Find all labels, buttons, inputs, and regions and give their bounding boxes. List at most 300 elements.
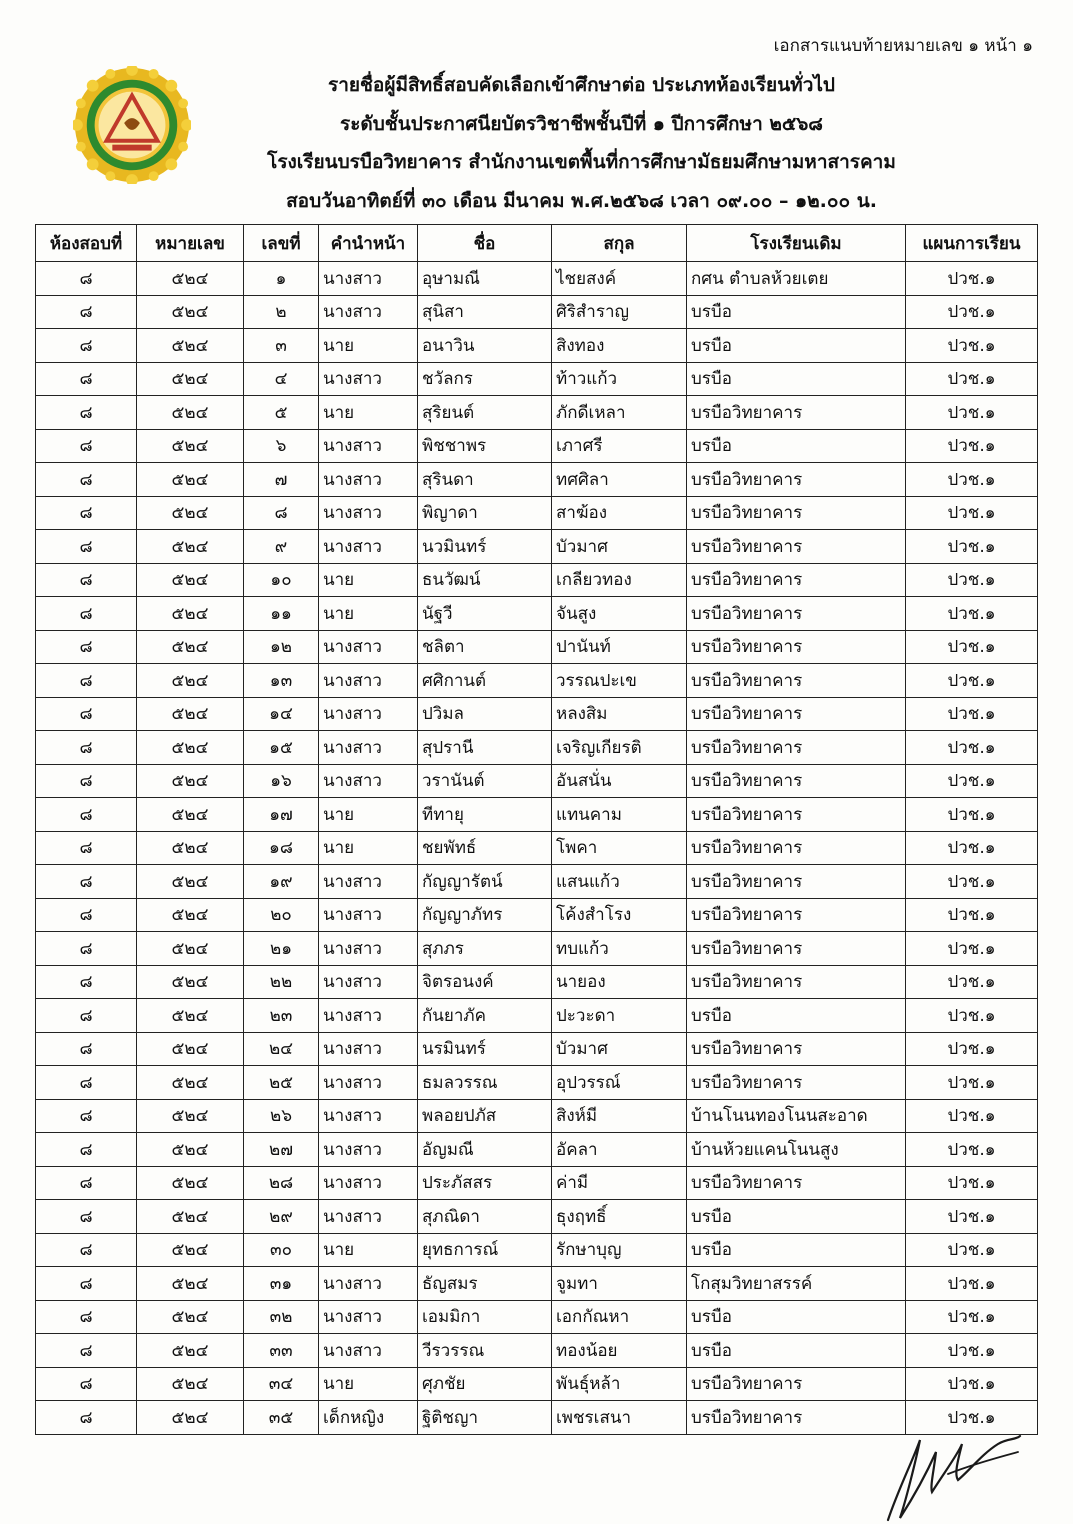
cell-study-plan: ปวช.๑: [906, 999, 1038, 1033]
cell-exam-room: ๘: [36, 1367, 137, 1401]
cell-exam-room: ๘: [36, 563, 137, 597]
cell-first-name: ทีทายุ: [418, 798, 552, 832]
table-row: [36, 362, 1038, 396]
cell-number: ๕๒๔: [137, 1066, 244, 1100]
cell-seat-no: ๒๖: [244, 1099, 319, 1133]
cell-last-name: โค้งสำโรง: [552, 898, 687, 932]
cell-number: ๕๒๔: [137, 1166, 244, 1200]
cell-title-prefix: นางสาว: [319, 697, 418, 731]
document-title: [150, 66, 1013, 220]
cell-seat-no: ๓๔: [244, 1367, 319, 1401]
cell-number: ๕๒๔: [137, 898, 244, 932]
cell-study-plan: ปวช.๑: [906, 1099, 1038, 1133]
cell-previous-school: บรบือวิทยาคาร: [687, 597, 906, 631]
cell-number: ๕๒๔: [137, 764, 244, 798]
cell-last-name: ศิริสำราญ: [552, 295, 687, 329]
header-study-plan: แผนการเรียน: [906, 225, 1038, 262]
cell-number: ๕๒๔: [137, 530, 244, 564]
cell-seat-no: ๒๕: [244, 1066, 319, 1100]
cell-title-prefix: เด็กหญิง: [319, 1401, 418, 1435]
table-row: [36, 999, 1038, 1033]
cell-number: ๕๒๔: [137, 1267, 244, 1301]
cell-first-name: กัญญาภัทร: [418, 898, 552, 932]
header-title-prefix: คำนำหน้า: [319, 225, 418, 262]
table-row: [36, 295, 1038, 329]
table-row: [36, 965, 1038, 999]
cell-exam-room: ๘: [36, 1166, 137, 1200]
header-last-name: สกุล: [552, 225, 687, 262]
cell-seat-no: ๑๕: [244, 731, 319, 765]
cell-seat-no: ๑๔: [244, 697, 319, 731]
cell-previous-school: บรบือ: [687, 362, 906, 396]
table-row: [36, 697, 1038, 731]
cell-study-plan: ปวช.๑: [906, 1133, 1038, 1167]
cell-title-prefix: นางสาว: [319, 1334, 418, 1368]
cell-study-plan: ปวช.๑: [906, 1300, 1038, 1334]
cell-last-name: หลงสิม: [552, 697, 687, 731]
cell-last-name: เกลียวทอง: [552, 563, 687, 597]
table-row: [36, 1099, 1038, 1133]
cell-study-plan: ปวช.๑: [906, 1267, 1038, 1301]
table-row: [36, 831, 1038, 865]
table-row: [36, 1032, 1038, 1066]
cell-number: ๕๒๔: [137, 1300, 244, 1334]
cell-last-name: โพคา: [552, 831, 687, 865]
cell-seat-no: ๓๓: [244, 1334, 319, 1368]
cell-last-name: อันสนั่น: [552, 764, 687, 798]
document-reference: เอกสารแนบท้ายหมายเลข ๑ หน้า ๑: [773, 36, 1033, 56]
cell-last-name: อุปวรรณ์: [552, 1066, 687, 1100]
cell-exam-room: ๘: [36, 697, 137, 731]
table-header-row: [36, 225, 1038, 262]
cell-study-plan: ปวช.๑: [906, 664, 1038, 698]
cell-number: ๕๒๔: [137, 932, 244, 966]
cell-seat-no: ๒๓: [244, 999, 319, 1033]
cell-exam-room: ๘: [36, 1267, 137, 1301]
cell-study-plan: ปวช.๑: [906, 496, 1038, 530]
cell-first-name: วรานันต์: [418, 764, 552, 798]
cell-title-prefix: นางสาว: [319, 362, 418, 396]
cell-number: ๕๒๔: [137, 463, 244, 497]
cell-study-plan: ปวช.๑: [906, 630, 1038, 664]
cell-previous-school: บรบือ: [687, 1200, 906, 1234]
cell-exam-room: ๘: [36, 362, 137, 396]
cell-number: ๕๒๔: [137, 1133, 244, 1167]
cell-first-name: ธมลวรรณ: [418, 1066, 552, 1100]
cell-last-name: ธุงฤทธิ์: [552, 1200, 687, 1234]
cell-study-plan: ปวช.๑: [906, 329, 1038, 363]
cell-number: ๕๒๔: [137, 1099, 244, 1133]
cell-exam-room: ๘: [36, 965, 137, 999]
cell-exam-room: ๘: [36, 630, 137, 664]
cell-seat-no: ๓๕: [244, 1401, 319, 1435]
cell-title-prefix: นางสาว: [319, 496, 418, 530]
cell-previous-school: บรบือวิทยาคาร: [687, 664, 906, 698]
cell-first-name: ศุภชัย: [418, 1367, 552, 1401]
cell-title-prefix: นางสาว: [319, 262, 418, 296]
cell-last-name: สิงทอง: [552, 329, 687, 363]
table-row: [36, 1367, 1038, 1401]
cell-exam-room: ๘: [36, 496, 137, 530]
cell-previous-school: บรบือวิทยาคาร: [687, 865, 906, 899]
cell-seat-no: ๑๑: [244, 597, 319, 631]
cell-last-name: วรรณปะเข: [552, 664, 687, 698]
cell-last-name: ไชยสงค์: [552, 262, 687, 296]
table-row: [36, 1233, 1038, 1267]
cell-seat-no: ๘: [244, 496, 319, 530]
table-row: [36, 798, 1038, 832]
cell-study-plan: ปวช.๑: [906, 865, 1038, 899]
cell-first-name: สุปรานี: [418, 731, 552, 765]
cell-last-name: ค่ามี: [552, 1166, 687, 1200]
cell-first-name: พิชชาพร: [418, 429, 552, 463]
cell-seat-no: ๓๑: [244, 1267, 319, 1301]
cell-first-name: ธัญสมร: [418, 1267, 552, 1301]
cell-first-name: วีรวรรณ: [418, 1334, 552, 1368]
cell-number: ๕๒๔: [137, 396, 244, 430]
cell-first-name: ฐิติชญา: [418, 1401, 552, 1435]
cell-seat-no: ๓๐: [244, 1233, 319, 1267]
table-row: [36, 1267, 1038, 1301]
cell-study-plan: ปวช.๑: [906, 463, 1038, 497]
cell-exam-room: ๘: [36, 463, 137, 497]
cell-exam-room: ๘: [36, 831, 137, 865]
cell-previous-school: บ้านห้วยแคนโนนสูง: [687, 1133, 906, 1167]
cell-last-name: บัวมาศ: [552, 1032, 687, 1066]
cell-study-plan: ปวช.๑: [906, 798, 1038, 832]
cell-first-name: ชวัลกร: [418, 362, 552, 396]
header-previous-school: โรงเรียนเดิม: [687, 225, 906, 262]
cell-seat-no: ๙: [244, 530, 319, 564]
cell-exam-room: ๘: [36, 396, 137, 430]
cell-number: ๕๒๔: [137, 1032, 244, 1066]
cell-title-prefix: นางสาว: [319, 965, 418, 999]
table-row: [36, 563, 1038, 597]
cell-exam-room: ๘: [36, 1032, 137, 1066]
cell-study-plan: ปวช.๑: [906, 295, 1038, 329]
handwritten-signature-icon: [858, 1430, 1028, 1524]
cell-seat-no: ๗: [244, 463, 319, 497]
cell-first-name: ชยพัทธ์: [418, 831, 552, 865]
cell-title-prefix: นางสาว: [319, 630, 418, 664]
cell-exam-room: ๘: [36, 1099, 137, 1133]
cell-seat-no: ๒๘: [244, 1166, 319, 1200]
cell-exam-room: ๘: [36, 597, 137, 631]
cell-number: ๕๒๔: [137, 1200, 244, 1234]
cell-title-prefix: นางสาว: [319, 1066, 418, 1100]
cell-seat-no: ๒๐: [244, 898, 319, 932]
table-row: [36, 396, 1038, 430]
cell-previous-school: บรบือวิทยาคาร: [687, 396, 906, 430]
cell-study-plan: ปวช.๑: [906, 965, 1038, 999]
cell-last-name: เภาศรี: [552, 429, 687, 463]
cell-last-name: นายอง: [552, 965, 687, 999]
table-row: [36, 496, 1038, 530]
cell-seat-no: ๑๒: [244, 630, 319, 664]
cell-title-prefix: นางสาว: [319, 1099, 418, 1133]
cell-title-prefix: นางสาว: [319, 999, 418, 1033]
cell-last-name: ปานันท์: [552, 630, 687, 664]
cell-title-prefix: นางสาว: [319, 731, 418, 765]
cell-seat-no: ๖: [244, 429, 319, 463]
cell-last-name: เพชรเสนา: [552, 1401, 687, 1435]
cell-study-plan: ปวช.๑: [906, 1233, 1038, 1267]
cell-title-prefix: นาย: [319, 831, 418, 865]
cell-first-name: นัฐวี: [418, 597, 552, 631]
cell-study-plan: ปวช.๑: [906, 1334, 1038, 1368]
cell-first-name: นวมินทร์: [418, 530, 552, 564]
cell-last-name: พันธุ์หล้า: [552, 1367, 687, 1401]
cell-study-plan: ปวช.๑: [906, 932, 1038, 966]
cell-last-name: เอกกัณหา: [552, 1300, 687, 1334]
cell-title-prefix: นางสาว: [319, 1267, 418, 1301]
cell-previous-school: บรบือ: [687, 1300, 906, 1334]
cell-seat-no: ๑: [244, 262, 319, 296]
cell-exam-room: ๘: [36, 530, 137, 564]
cell-study-plan: ปวช.๑: [906, 731, 1038, 765]
cell-title-prefix: นางสาว: [319, 932, 418, 966]
table-row: [36, 898, 1038, 932]
cell-study-plan: ปวช.๑: [906, 898, 1038, 932]
cell-title-prefix: นางสาว: [319, 1300, 418, 1334]
cell-seat-no: ๑๓: [244, 664, 319, 698]
cell-first-name: สุภณิดา: [418, 1200, 552, 1234]
cell-study-plan: ปวช.๑: [906, 1200, 1038, 1234]
table-row: [36, 262, 1038, 296]
cell-seat-no: ๕: [244, 396, 319, 430]
cell-number: ๕๒๔: [137, 798, 244, 832]
cell-exam-room: ๘: [36, 1300, 137, 1334]
cell-previous-school: บรบือวิทยาคาร: [687, 1401, 906, 1435]
cell-first-name: พลอยปภัส: [418, 1099, 552, 1133]
cell-exam-room: ๘: [36, 429, 137, 463]
cell-previous-school: บรบือวิทยาคาร: [687, 831, 906, 865]
cell-seat-no: ๒: [244, 295, 319, 329]
table-row: [36, 664, 1038, 698]
title-line-3: โรงเรียนบรบือวิทยาคาร สำนักงานเขตพื้นที่การศึกษามัธยมศึกษามหาสารคาม: [267, 151, 896, 173]
cell-study-plan: ปวช.๑: [906, 697, 1038, 731]
cell-last-name: ทองน้อย: [552, 1334, 687, 1368]
cell-previous-school: บรบือวิทยาคาร: [687, 630, 906, 664]
header-exam-room: ห้องสอบที่: [36, 225, 137, 262]
cell-first-name: จิตรอนงค์: [418, 965, 552, 999]
cell-seat-no: ๑๖: [244, 764, 319, 798]
cell-number: ๕๒๔: [137, 630, 244, 664]
cell-previous-school: บรบือวิทยาคาร: [687, 1367, 906, 1401]
cell-exam-room: ๘: [36, 999, 137, 1033]
cell-number: ๕๒๔: [137, 731, 244, 765]
cell-seat-no: ๒๒: [244, 965, 319, 999]
cell-exam-room: ๘: [36, 1334, 137, 1368]
cell-seat-no: ๑๙: [244, 865, 319, 899]
table-row: [36, 731, 1038, 765]
table-row: [36, 597, 1038, 631]
cell-title-prefix: นางสาว: [319, 295, 418, 329]
cell-previous-school: บรบือวิทยาคาร: [687, 530, 906, 564]
cell-number: ๕๒๔: [137, 1401, 244, 1435]
cell-previous-school: บรบือวิทยาคาร: [687, 496, 906, 530]
cell-study-plan: ปวช.๑: [906, 1066, 1038, 1100]
cell-previous-school: บรบือวิทยาคาร: [687, 764, 906, 798]
cell-title-prefix: นางสาว: [319, 1200, 418, 1234]
cell-number: ๕๒๔: [137, 597, 244, 631]
cell-first-name: ปวิมล: [418, 697, 552, 731]
table-row: [36, 1401, 1038, 1435]
cell-first-name: ประภัสสร: [418, 1166, 552, 1200]
cell-exam-room: ๘: [36, 898, 137, 932]
cell-number: ๕๒๔: [137, 664, 244, 698]
cell-exam-room: ๘: [36, 1133, 137, 1167]
cell-seat-no: ๓๒: [244, 1300, 319, 1334]
cell-study-plan: ปวช.๑: [906, 396, 1038, 430]
candidates-table: [35, 224, 1038, 1435]
cell-first-name: สุริยนต์: [418, 396, 552, 430]
cell-title-prefix: นางสาว: [319, 530, 418, 564]
cell-last-name: ทบแก้ว: [552, 932, 687, 966]
cell-previous-school: บรบือวิทยาคาร: [687, 965, 906, 999]
cell-first-name: ศศิกานต์: [418, 664, 552, 698]
cell-number: ๕๒๔: [137, 965, 244, 999]
table-row: [36, 1334, 1038, 1368]
cell-exam-room: ๘: [36, 764, 137, 798]
cell-number: ๕๒๔: [137, 831, 244, 865]
cell-last-name: อัคลา: [552, 1133, 687, 1167]
cell-seat-no: ๓: [244, 329, 319, 363]
cell-seat-no: ๒๑: [244, 932, 319, 966]
cell-seat-no: ๒๗: [244, 1133, 319, 1167]
cell-study-plan: ปวช.๑: [906, 262, 1038, 296]
cell-title-prefix: นาย: [319, 1367, 418, 1401]
cell-previous-school: บรบือ: [687, 1334, 906, 1368]
cell-number: ๕๒๔: [137, 496, 244, 530]
table-row: [36, 865, 1038, 899]
cell-last-name: ท้าวแก้ว: [552, 362, 687, 396]
cell-last-name: บัวมาศ: [552, 530, 687, 564]
cell-previous-school: บรบือวิทยาคาร: [687, 1066, 906, 1100]
cell-number: ๕๒๔: [137, 329, 244, 363]
cell-last-name: จูมทา: [552, 1267, 687, 1301]
cell-last-name: เจริญเกียรติ: [552, 731, 687, 765]
cell-previous-school: บรบือ: [687, 429, 906, 463]
table-row: [36, 530, 1038, 564]
table-row: [36, 1300, 1038, 1334]
cell-title-prefix: นาย: [319, 597, 418, 631]
cell-previous-school: บรบือวิทยาคาร: [687, 932, 906, 966]
cell-study-plan: ปวช.๑: [906, 563, 1038, 597]
cell-exam-room: ๘: [36, 262, 137, 296]
cell-last-name: สาฆ้อง: [552, 496, 687, 530]
cell-seat-no: ๑๗: [244, 798, 319, 832]
cell-previous-school: บรบือ: [687, 295, 906, 329]
cell-first-name: อุษามณี: [418, 262, 552, 296]
cell-number: ๕๒๔: [137, 295, 244, 329]
cell-number: ๕๒๔: [137, 697, 244, 731]
header-first-name: ชื่อ: [418, 225, 552, 262]
cell-seat-no: ๑๐: [244, 563, 319, 597]
cell-seat-no: ๒๙: [244, 1200, 319, 1234]
table-row: [36, 1133, 1038, 1167]
cell-title-prefix: นางสาว: [319, 1133, 418, 1167]
table-row: [36, 932, 1038, 966]
cell-previous-school: บรบือวิทยาคาร: [687, 697, 906, 731]
table-row: [36, 329, 1038, 363]
cell-last-name: ทศศิลา: [552, 463, 687, 497]
cell-number: ๕๒๔: [137, 999, 244, 1033]
cell-exam-room: ๘: [36, 1401, 137, 1435]
cell-first-name: อนาวิน: [418, 329, 552, 363]
cell-first-name: ธนวัฒน์: [418, 563, 552, 597]
cell-study-plan: ปวช.๑: [906, 1401, 1038, 1435]
cell-last-name: สิงห์มี: [552, 1099, 687, 1133]
cell-number: ๕๒๔: [137, 262, 244, 296]
cell-first-name: ยุทธการณ์: [418, 1233, 552, 1267]
cell-first-name: อัญมณี: [418, 1133, 552, 1167]
cell-first-name: กัญญารัตน์: [418, 865, 552, 899]
table-row: [36, 630, 1038, 664]
cell-first-name: ชลิตา: [418, 630, 552, 664]
cell-previous-school: บ้านโนนทองโนนสะอาด: [687, 1099, 906, 1133]
cell-number: ๕๒๔: [137, 429, 244, 463]
cell-exam-room: ๘: [36, 865, 137, 899]
cell-number: ๕๒๔: [137, 1367, 244, 1401]
title-line-2: ระดับชั้นประกาศนียบัตรวิชาชีพชั้นปีที่ ๑ ปีการศึกษา ๒๕๖๘: [340, 112, 823, 135]
cell-study-plan: ปวช.๑: [906, 831, 1038, 865]
cell-previous-school: บรบือวิทยาคาร: [687, 563, 906, 597]
cell-previous-school: บรบือวิทยาคาร: [687, 798, 906, 832]
cell-first-name: สุนิสา: [418, 295, 552, 329]
cell-last-name: รักษาบุญ: [552, 1233, 687, 1267]
cell-exam-room: ๘: [36, 932, 137, 966]
cell-title-prefix: นาย: [319, 329, 418, 363]
cell-title-prefix: นางสาว: [319, 1032, 418, 1066]
cell-study-plan: ปวช.๑: [906, 429, 1038, 463]
table-row: [36, 1200, 1038, 1234]
cell-title-prefix: นาย: [319, 1233, 418, 1267]
table-row: [36, 463, 1038, 497]
cell-number: ๕๒๔: [137, 1334, 244, 1368]
cell-previous-school: บรบือวิทยาคาร: [687, 898, 906, 932]
cell-study-plan: ปวช.๑: [906, 1367, 1038, 1401]
cell-first-name: พิญาดา: [418, 496, 552, 530]
table-row: [36, 429, 1038, 463]
cell-title-prefix: นางสาว: [319, 898, 418, 932]
cell-number: ๕๒๔: [137, 865, 244, 899]
cell-last-name: จันสูง: [552, 597, 687, 631]
cell-first-name: สุรินดา: [418, 463, 552, 497]
cell-last-name: แทนคาม: [552, 798, 687, 832]
cell-title-prefix: นางสาว: [319, 463, 418, 497]
cell-exam-room: ๘: [36, 731, 137, 765]
cell-study-plan: ปวช.๑: [906, 1166, 1038, 1200]
cell-number: ๕๒๔: [137, 563, 244, 597]
table-row: [36, 1166, 1038, 1200]
cell-title-prefix: นางสาว: [319, 1166, 418, 1200]
cell-number: ๕๒๔: [137, 362, 244, 396]
header-number: หมายเลข: [137, 225, 244, 262]
cell-title-prefix: นาย: [319, 563, 418, 597]
cell-previous-school: บรบือ: [687, 1233, 906, 1267]
cell-previous-school: บรบือ: [687, 329, 906, 363]
cell-study-plan: ปวช.๑: [906, 530, 1038, 564]
cell-seat-no: ๑๘: [244, 831, 319, 865]
cell-previous-school: บรบือวิทยาคาร: [687, 463, 906, 497]
cell-last-name: ปะวะดา: [552, 999, 687, 1033]
cell-previous-school: กศน ตำบลห้วยเตย: [687, 262, 906, 296]
cell-exam-room: ๘: [36, 1233, 137, 1267]
cell-last-name: แสนแก้ว: [552, 865, 687, 899]
cell-title-prefix: นางสาว: [319, 865, 418, 899]
cell-exam-room: ๘: [36, 664, 137, 698]
